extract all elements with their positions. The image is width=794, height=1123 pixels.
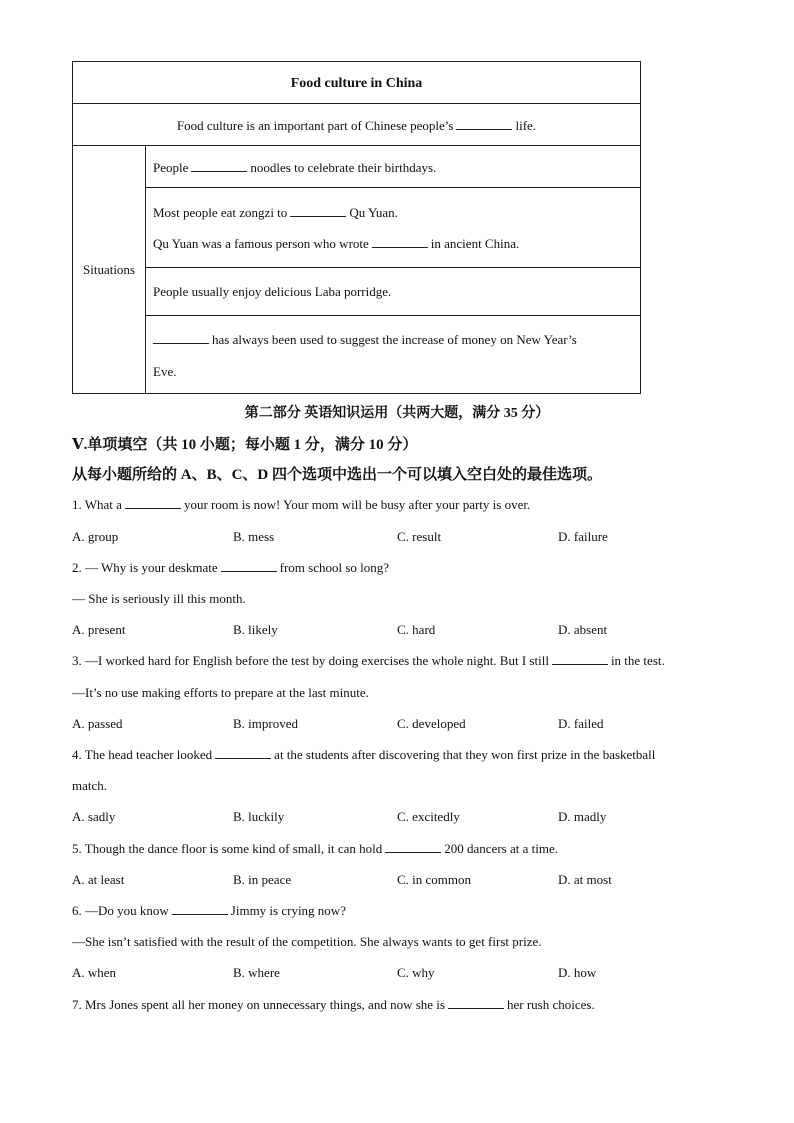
divider [145,267,640,268]
option-b: B. improved [233,716,298,731]
option-a: A. present [72,622,126,637]
option-c: C. developed [397,716,466,731]
table-intro: Food culture is an important part of Chinese people’s life. [176,118,537,133]
option-a: A. at least [72,872,125,887]
question-line: 3. —I worked hard for English before the test by doing exercises the whole night. But I still in the test. [72,653,665,668]
question-line: —She isn’t satisfied with the result of the competition. She always wants to get first prize. [72,934,542,949]
table-row: Eve. [153,364,177,379]
option-a: A. when [72,965,117,980]
option-b: B. likely [233,622,278,637]
answer-blank [153,333,209,344]
question-line: 7. Mrs Jones spent all her money on unnecessary things, and now she is her rush choices. [72,997,595,1012]
option-b: B. luckily [233,809,285,824]
question-line: 5. Though the dance floor is some kind of small, it can hold 200 dancers at a time. [72,841,558,856]
option-a: A. passed [72,716,123,731]
option-b: B. mess [233,529,275,544]
answer-blank [215,748,271,759]
divider [73,103,640,104]
answer-blank [448,998,504,1009]
table-row: People noodles to celebrate their birthdays. [153,160,437,175]
option-a: A. sadly [72,809,116,824]
divider [73,145,640,146]
table-row: Qu Yuan was a famous person who wrote in ancient China. [153,236,520,251]
question-line: 6. —Do you know Jimmy is crying now? [72,903,346,918]
answer-blank [172,904,228,915]
answer-blank [191,161,247,172]
part-heading: Ⅴ.单项填空（共 10 小题；每小题 1 分，满分 10 分） [72,437,418,453]
option-d: D. at most [558,872,612,887]
question-line: — She is seriously ill this month. [72,591,246,606]
divider [145,315,640,316]
answer-blank [290,206,346,217]
option-c: C. hard [397,622,436,637]
divider [145,145,146,393]
option-c: C. why [397,965,435,980]
option-c: C. in common [397,872,472,887]
answer-blank [385,842,441,853]
question-line: 1. What a your room is now! Your mom will be busy after your party is over. [72,497,531,512]
section-title: 第二部分 英语知识运用（共两大题，满分 35 分） [244,406,550,421]
option-d: D. madly [558,809,607,824]
table-row: has always been used to suggest the increase of money on New Year’s [153,332,577,348]
option-c: C. excitedly [397,809,460,824]
answer-blank [125,498,181,509]
question-line: 2. — Why is your deskmate from school so long? [72,560,390,575]
option-d: D. how [558,965,597,980]
answer-blank [221,561,277,572]
option-b: B. where [233,965,280,980]
table-row: Most people eat zongzi to Qu Yuan. [153,205,398,220]
table-row: People usually enjoy delicious Laba porridge. [153,284,392,299]
answer-blank [552,654,608,665]
instruction: 从每小题所给的 A、B、C、D 四个选项中选出一个可以填入空白处的最佳选项。 [72,467,603,483]
divider [145,187,640,188]
question-line: —It’s no use making efforts to prepare at the last minute. [72,685,369,700]
table-title: Food culture in China [290,76,423,91]
option-d: D. absent [558,622,608,637]
option-d: D. failure [558,529,608,544]
option-d: D. failed [558,716,604,731]
option-b: B. in peace [233,872,292,887]
question-line: match. [72,778,108,793]
option-a: A. group [72,529,119,544]
answer-blank [456,119,512,130]
answer-blank [372,237,428,248]
food-culture-table [72,61,641,394]
question-line: 4. The head teacher looked at the students after discovering that they won first prize in the basketball [72,747,656,762]
option-c: C. result [397,529,442,544]
situations-label: Situations [82,262,135,277]
